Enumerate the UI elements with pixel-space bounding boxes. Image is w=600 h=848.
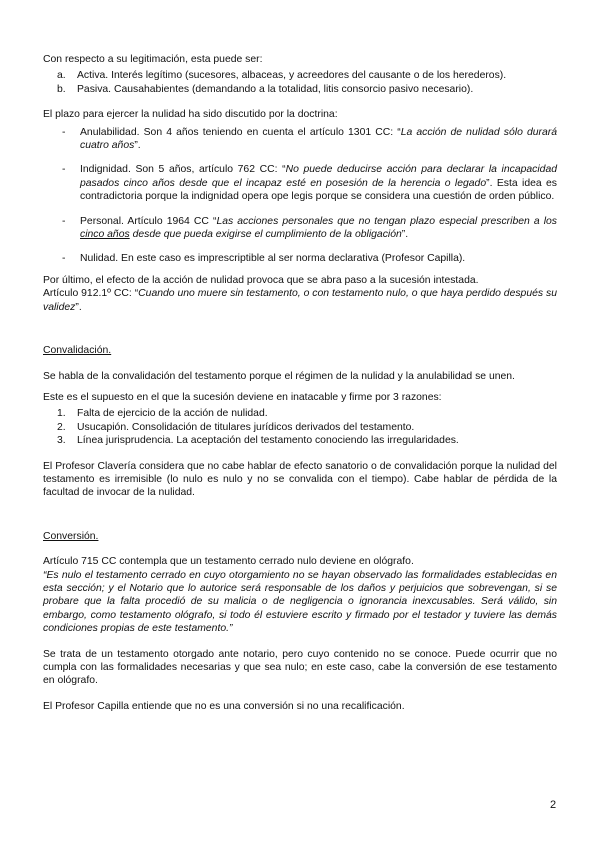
list-marker: - xyxy=(62,164,66,176)
list-text: Pasiva. Causahabientes (demandando a la totalidad, litis consorcio pasivo necesario). xyxy=(77,83,474,95)
list-text xyxy=(80,163,557,203)
text-run: ”. xyxy=(75,301,82,313)
list-marker: 1. xyxy=(57,408,66,420)
legit-list xyxy=(43,69,557,96)
paragraph: El Profesor Capilla entiende que no es una conversión si no una recalificación. xyxy=(43,700,405,712)
convalidacion-list xyxy=(43,407,557,447)
list-item xyxy=(43,434,557,447)
list-text: Usucapión. Consolidación de titulares jurídicos derivados del testamento. xyxy=(77,421,415,433)
document-body xyxy=(43,53,557,713)
text-run: Personal. Artículo 1964 CC “ xyxy=(80,215,217,227)
list-item xyxy=(43,421,557,434)
quote-text: No puede deducirse acción para declarar la incapacidad pasados cinco años desde que el incapaz esté en posesión de la herencia o legado xyxy=(80,164,557,189)
efecto-line: Por último, el efecto de la acción de nulidad provoca que se abra paso a la sucesión intestada. xyxy=(43,274,479,286)
text-run: Indignidad. Son 5 años, artículo 762 CC: “ xyxy=(80,164,286,176)
paragraph: Artículo 715 CC contempla que un testamento cerrado nulo deviene en ológrafo. xyxy=(43,556,414,568)
legit-intro: Con respecto a su legitimación, esta puede ser: xyxy=(43,54,263,65)
paragraph: El Profesor Clavería considera que no cabe hablar de efecto sanatorio o de convalidación porque la nulidad del testamento es irremisible (lo nulo es nulo y no se convalida con el tiempo). Cabe hablar de pérdida de la facultad de invocar de la nulidad. xyxy=(43,460,557,499)
quote-text: Cuando uno muere sin testamento, o con testamento nulo, o que haya perdido después su validez xyxy=(43,288,557,313)
list-item xyxy=(43,163,557,203)
list-text: Línea jurisprudencia. La aceptación del testamento conociendo las irregularidades. xyxy=(77,435,459,447)
list-text: Falta de ejercicio de la acción de nulidad. xyxy=(77,408,268,420)
list-marker: a. xyxy=(57,70,66,82)
text-run: ”. xyxy=(401,229,409,241)
list-text: Activa. Interés legítimo (sucesores, albaceas, y acreedores del causante o de los herederos). xyxy=(77,70,507,82)
quote-text: Las acciones personales que no tengan plazo especial prescriben a los xyxy=(216,215,557,227)
list-item xyxy=(43,126,557,153)
plazo-intro: El plazo para ejercer la nulidad ha sido discutido por la doctrina: xyxy=(43,109,338,121)
list-item xyxy=(43,215,557,242)
article-quote: “Es nulo el testamento cerrado en cuyo otorgamiento no se hayan observado las formalidades establecidas en esta sección; y el Notario que lo autorice será responsable de los daños y perjuicios que sobrevengan, si se probare que la falta procedió de su malicia o de negligencia o ignorancia inexcusables. Será válido, sin embargo, como testamento ológrafo, si todo él estuviere escrito y firmado por el testador y tuviere las demás condiciones propias de este testamento.” xyxy=(43,569,557,635)
quote-text: desde que pueda exigirse el cumplimiento de la obligación xyxy=(129,229,402,241)
section-heading-convalidacion: Convalidación. xyxy=(43,345,112,357)
text-run: ”. xyxy=(134,140,141,152)
list-text xyxy=(80,126,557,153)
list-marker: - xyxy=(62,253,66,265)
quote-text: La acción de nulidad sólo durará cuatro años xyxy=(80,126,558,152)
list-text xyxy=(80,215,557,242)
list-item xyxy=(43,83,557,96)
list-text: Nulidad. En este caso es imprescriptible al ser norma declarativa (Profesor Capilla). xyxy=(80,253,466,265)
section-heading-conversion: Conversión. xyxy=(43,530,99,542)
quote-underlined: cinco años xyxy=(80,229,130,241)
list-item xyxy=(43,407,557,420)
list-marker: 2. xyxy=(57,421,66,433)
list-marker: 3. xyxy=(57,435,66,447)
list-marker: - xyxy=(62,215,66,227)
list-item xyxy=(43,252,557,265)
list-marker: b. xyxy=(57,83,66,95)
paragraph: Se trata de un testamento otorgado ante notario, pero cuyo contenido no se conoce. Puede ocurrir que no cumpla con las formalidades necesarias y que sea nulo; en este caso, cabe la conversión de ese testamento en ológrafo. xyxy=(43,648,557,687)
paragraph: Se habla de la convalidación del testamento porque el régimen de la nulidad y la anulabilidad se unen. xyxy=(43,370,515,382)
list-item xyxy=(43,69,557,82)
text-run: ”. Esta idea es contradictoria porque la indignidad opera ope legis porque se considera una cuestión de orden público. xyxy=(80,177,558,203)
text-run: Artículo 912.1º CC: “ xyxy=(43,288,139,300)
list-marker: - xyxy=(62,126,66,138)
paragraph: Este es el supuesto en el que la sucesión deviene en inatacable y firme por 3 razones: xyxy=(43,391,442,403)
efecto-article xyxy=(43,287,557,314)
text-run: Anulabilidad. Son 4 años teniendo en cuenta el artículo 1301 CC: “ xyxy=(80,126,401,138)
page-number: 2 xyxy=(550,799,557,811)
plazo-list xyxy=(43,126,557,266)
